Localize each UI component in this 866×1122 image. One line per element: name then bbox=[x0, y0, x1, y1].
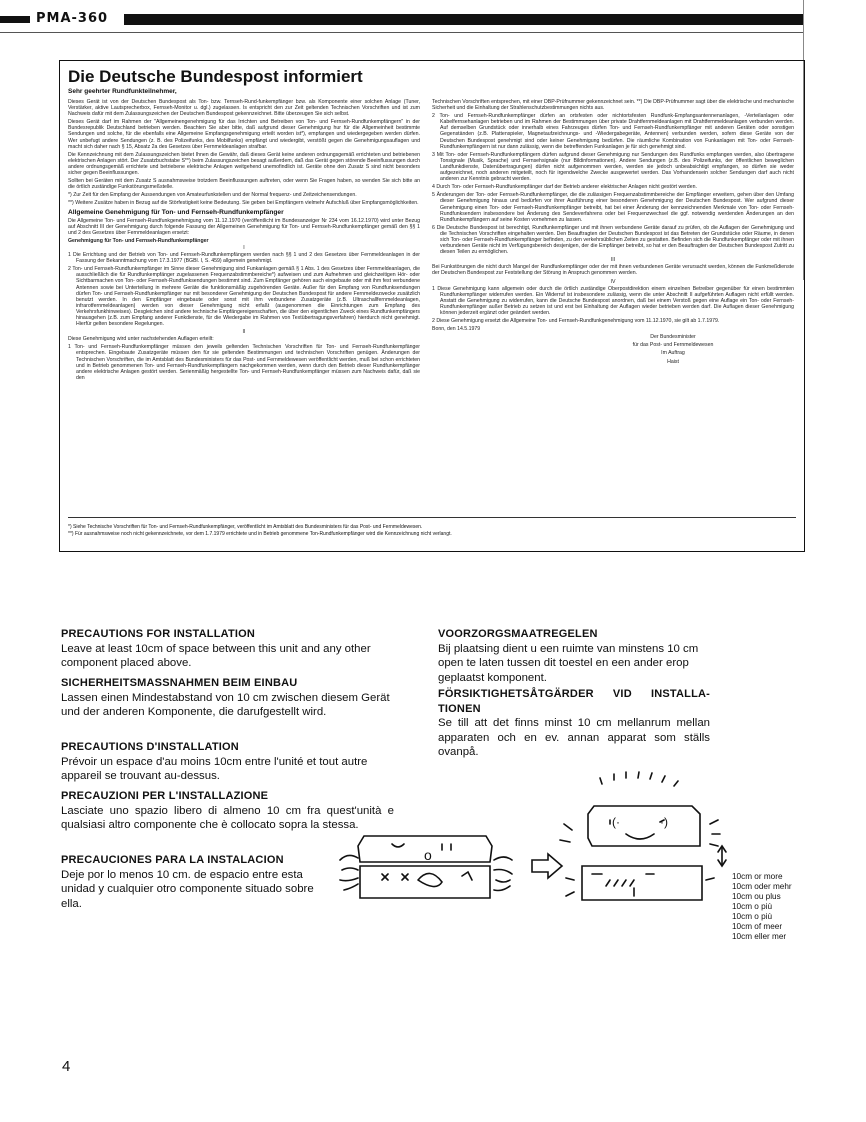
precaution-text: Deje por lo menos 10 cm. de espacio entre esta unidad y cualquier otro componente situado sobre ella. bbox=[61, 868, 314, 910]
list-item: 6 Die Deutsche Bundespost ist berechtigt, Rundfunkempfänger und mit ihnen verbundene Geräte darauf zu prüfen, ob die Auflagen der Genehmigung und die Technischen Vorschriften eingehalten werden. Den Beauftragten der Deutschen Bundespost ist das Betreten der Grundstücke oder Räume, in denen sich Ton- oder Fernseh-Rundfunkempfänger befinden, zu den verkehrsüblichen Zeiten zu gestatten. Befinden sich die Rundfunkempfänger oder mit ihnen verbundenen Geräte nicht im Verfügungsbereich desjenigen, der die Empfänger betreibt, so hat er den Beauftragten der Deutschen Bundespost Zutritt zu diesen Teilen zu ermöglichen. bbox=[432, 224, 794, 256]
notice-salutation: Sehr geehrter Rundfunkteilnehmer, bbox=[68, 88, 177, 95]
precaution-text: Leave at least 10cm of space between this unit and any other component placed above. bbox=[61, 642, 371, 669]
precaution-text: Se till att det finns minst 10 cm mellanrum mellan apparaten och en ev. annan apparat som ställs ovanpå. bbox=[438, 717, 710, 758]
list-item: 4 Durch Ton- oder Fernseh-Rundfunkempfänger darf der Betrieb anderer elektrischer Anlagen nicht gestört werden. bbox=[432, 184, 697, 191]
footnote: *) Siehe Technische Vorschriften für Ton- und Fernseh-Rundfunkempfänger, veröffentlicht im Amtsblatt des Bundesministers für das Post- und Fernmeldewesen. bbox=[68, 524, 423, 530]
precaution-text: Lasciate uno spazio libero di almeno 10 cm fra quest'unità e qualsiasi altro componente che è collocato sopra la stessa. bbox=[61, 804, 394, 831]
signature-line: Haist bbox=[667, 358, 679, 365]
paragraph: Die Kennzeichnung mit dem Zulassungszeichen bietet Ihnen die Gewähr, daß dieses Gerät keine anderen ordnungsgemäß errichteten und betriebenen elektrischen Anlagen stört. Der Zusatzbuchstabe S**) beim Zulassungszeichen besagt außerdem, daß das Gerät gegen störende Beeinflussungen durch andere ordnungsgemäß errichtete und betriebene elektrische Anlagen weitgehend unemofindlich ist. Geräte ohne den Zusatz S sind nicht besonders sicher gegen Beeinflussungen. bbox=[68, 151, 420, 177]
precaution-title: PRECAUZIONI PER L'INSTALLAZIONE bbox=[61, 790, 269, 802]
footnote-rule bbox=[68, 517, 796, 518]
precaution-title: PRECAUCIONES PARA LA INSTALACION bbox=[61, 854, 284, 866]
subsection-heading: Genehmigung für Ton- und Fernseh-Rundfunkempfänger bbox=[68, 237, 209, 244]
precaution-es bbox=[61, 853, 333, 911]
clearance-label: 10cm o più bbox=[732, 912, 773, 921]
paragraph: Dieses Gerät ist von der Deutschen Bundespost als Ton- bzw. Ternseh-Rund-funkempfänger bzw. als Komponente einer solchen Anlage (Tuner, Verstärker, aktive Lautsprecherbox, Fernseh-Monitor u. dgl.) zugelassen. Is entspricht den zur Zeit geltenden Technischen Vorschriften und ist zum Nachweis dafür mit dem Zulassungszeichen der Deutschen Bundespost gekennzeichnet. Bitte überzeugen Sie sich selbst. bbox=[68, 99, 420, 118]
precaution-title: PRECAUTIONS D'INSTALLATION bbox=[61, 741, 239, 753]
notice-right-column bbox=[432, 99, 794, 367]
list-item: 1 Ton- und Fernseh-Rundfunkempfänger müssen den jeweils geltenden Technischen Vorschriften für Ton- und Fernseh-Rundfunkempfänger entsprechen. Eingebaute Zusatzgeräte müssen den für sie geltenden Bestimmungen und technischen Vorschriften genügen. Änderungen der Technischen Vorschriften, die im Amtsblatt des Bundesministers für das Post- und Fernmeldewesen veröffentlicht werden, muß bei schon errichteten und in Betrieb genommenen Ton- und Fernseh-Rundfunkempfängern nachgekommen werden, wenn durch den Betrieb dieser Rundfunkempfänger andere elektrische Anlagen gestört werden. Serienmäßig hergestellte Ton- und Fernseh-Rundfunkempfänger müssen zum Nachweis dafür, daß sie den bbox=[68, 344, 420, 381]
note: *) Zur Zeit für den Empfang der Aussendungen von Amateurfunkstellen und der Normal frequenz- und Zeitzeichensendungen. bbox=[68, 192, 357, 199]
place-date: Bonn, den 14.5.1979 bbox=[432, 326, 481, 333]
signature-line: für das Post- und Fernmeldewesen bbox=[632, 342, 714, 349]
paragraph: Diese Genehmigung wird unter nachstehenden Auflagen erteilt: bbox=[68, 336, 214, 343]
paragraph: Die Allgemeine Ton- und Fernseh-Rundfunkgenehmigung vom 11.12.1970 (veröffentlicht im Bundesanzeiger Nr 234 vom 16.12.1970) wird unter Bezug auf Abschnitt III der Genehmigung durch folgende Fassung der Allgemeinen Genehmigung für Ton- und Fernseh-Rundfunkempfänger gemäß den §§ 1 und 2 des Gesetzes über Fernmeldeanlagen ersetzt: bbox=[68, 217, 420, 236]
clearance-label: 10cm oder mehr bbox=[732, 882, 792, 891]
precaution-title: FÖRSIKTIGHETSÅTGÄRDER VID INSTALLA-TIONEN bbox=[438, 688, 710, 715]
installation-illustration bbox=[330, 770, 730, 920]
note: **) Weitere Zusätze haben in Bezug auf die Störfestigkeit keine Bedeutung. Sie geben bei Empfängern vielmehr Aufschluß über Empfangsmöglichkeiten. bbox=[68, 200, 419, 207]
list-item: 1 Diese Genehmigung kann allgemein oder durch die örtlich zuständige Oberpostdirektion einem einzelnen Betreiber gegenüber für einen bestimmten Rundfunkempfänger widerrufen werden. Ein Widerruf ist insbesondere zulässig, wenn die unter Abschnitt II aufgeführten Auflagen nicht erfüllt werden. Anstatt die Genehmigung zu widerrufen, kann die Deutsche Bundespost anordnen, daß bei einem Verstoß gegen eine Auflage ein Ton- oder Fernseh-Rundfunkempfänger außer Betrieb zu setzen ist und erst bei Einhaltung der Auflagen wieder betrieben werden darf. Die Auflagen dieser Genehmigung können jederzeit ergänzt oder geändert werden. bbox=[432, 285, 794, 316]
notice-left-column bbox=[68, 99, 420, 383]
header-rule bbox=[0, 32, 804, 33]
precaution-text: Bij plaatsing dient u een ruimte van minstens 10 cm open te laten tussen dit toestel en een ander erop geplaatst komponent. bbox=[438, 642, 699, 684]
svg-text:·): ·) bbox=[660, 815, 668, 829]
clearance-label: 10cm of meer bbox=[732, 922, 783, 931]
list-item: 3 Mit Ton- oder Fernseh-Rundfunkempfängern dürfen aufgrund dieser Genehmigung nur Sendungen des Rundfunks empfangen werden, also übertragene Tonsignale (Musik, Sprache) und Fernsehsignale (nur Bildinformationen). Andere Sendungen (z.B. des Polizeifunks, der öffentlichen beweglichen Landfunkdienste, Datenübertragungen) dürfen nicht aufgenommen werden, werden sie jedoch unbeabsichtigt empfangen, so dürfen sie weder aufgezeichnet, noch anderen mitgeteilt, noch für irgendwelche Zwecke ausgewertet werden. Das Vorhandensein solcher Sendungen darf auch nicht anderen zur Kenntnis gebracht werden. bbox=[432, 151, 794, 183]
list-item: 1 Die Errichtung und der Betrieb von Ton- und Fernseh-Rundfunkempfängern werden nach §§ 1 und 2 des Gesetzes über Fernmeldeanlagen in der Fassung der Bekanntmachung vom 17.3.1977 (BGBl. I, S. 459) allgemein genehmigt. bbox=[68, 252, 420, 265]
roman-numeral: II bbox=[242, 329, 246, 336]
precaution-text: Lassen einen Mindestabstand von 10 cm zwischen diesem Gerät und der anderen Komponente, die darufgestellt wird. bbox=[61, 691, 390, 718]
clearance-labels bbox=[732, 872, 792, 942]
precaution-de bbox=[61, 676, 394, 720]
precaution-text: Prévoir un espace d'au moins 10cm entre l'unité et tout autre appareil se trouvant au-dessus. bbox=[61, 755, 368, 782]
signature-line: Im Auftrag bbox=[661, 350, 685, 357]
signature-line: Der Bundesminister bbox=[650, 334, 696, 341]
section-heading: Allgemeine Genehmigung für Ton- und Fernseh-Rundfunkempfänger bbox=[68, 208, 284, 216]
roman-numeral: III bbox=[610, 257, 616, 264]
svg-text:o: o bbox=[424, 847, 432, 863]
roman-numeral: I bbox=[243, 244, 245, 251]
stacked-unit-sad-icon bbox=[340, 836, 512, 898]
precaution-title: VOORZORGSMAATREGELEN bbox=[438, 628, 598, 640]
paragraph: Technischen Vorschriften entsprechen, mit einer DBP-Prüfnummer gekennzeichnet sein. **) Die DBP-Prüfnummer sagt über die elektrische und mechanische Sicherheit und die Einhaltung der Strahlenschutzbestimmungen nichts aus. bbox=[432, 99, 794, 112]
header-bar bbox=[124, 14, 804, 25]
roman-numeral: IV bbox=[610, 278, 616, 285]
svg-text:(·: (· bbox=[612, 815, 620, 829]
clearance-label: 10cm o più bbox=[732, 902, 773, 911]
precaution-sv bbox=[438, 687, 710, 760]
precaution-title: SICHERHEITSMASSNAHMEN BEIM EINBAU bbox=[61, 677, 298, 689]
bundespost-notice bbox=[59, 60, 805, 552]
list-item: 5 Änderungen der Ton- oder Fernseh-Rundfunkempfänger, die die zulässigen Frequenzabstimmbereiche der Empfänger erweitern, gehen über den Umfang dieser Genehmigung hinaus und bedürfen vor ihrer Ausführung einer besonderen Genehmigung der Deutschen Bundespost. Wer aufgrund dieser Genehmigung einen Ton- oder Fernseh-Rundfunkempfänger betreibt, hat bei einer Änderung der kennzeichnenden Merkmale von Ton- oder Fernseh-Rundfunksendern insbesondere bei Änderung des Sendeverfahrens oder bei Frequenzwechsel die ggf. notwendig werdenden Änderungen an den Rundfunkempfängern auf seine Kosten vornehmen zu lassen. bbox=[432, 192, 794, 223]
model-name: PMA-360 bbox=[36, 11, 109, 26]
list-item: 2 Ton- und Fernseh-Rundfunkempfänger im Sinne dieser Genehmigung sind Funkanlagen gemäß § 1 Abs. 1 des Gesetzes über Fernmeldeanlagen, die ausschließlich die für Rundfunkempfänger zugelassenen Frequenzabstimmbereiche*) aufweisen und zum Aufnehmen und gleichzeitigen Hör- oder Sichtbarmachen von Ton- oder Fernseh-Rundfunksendungen bestimmt sind. Zum Empfänger gehören auch eingebaute oder mit ihm fest verbundene Antennen sowie bei Unterteilung in mehrere Geräte die funktionsmäßig zugehörenden Geräte. Außer für den Empfang von Rundfunksendungen dürfen Ton- und Fernseh-Rundfunkempfänger nur mit besonderer Genehmigung der Deutschen Bundespost für andere Fernmeldezwecke zusätzlich benutzt werden. In den Empfänger eingebaute oder sonst mit ihm verbundene Zusatzgeräte (z.B. Ultraschallfernmeldeanlagen, infrarotfernmeldeanlagen) werden von dieser Genehmigung nicht erfaßt (ausgenommen die Einrichtungen zum Empfang des Verkehrsfunkhinweises). Desgleichen sind andere technische Empfängereigenschaften, die über den eigentlichen Zweck eines Rundfunkempfängers hinausgehen (z.B. zum Empfang anderer Funkdienste, für die Wiedergabe im Rahmen von Textübertragungsverfahren) hierdurch nicht genehmigt. Hierfür gelten besondere Regelungen. bbox=[68, 266, 420, 328]
clearance-label: 10cm or more bbox=[732, 872, 783, 881]
clearance-label: 10cm ou plus bbox=[732, 892, 781, 901]
arrow-right-icon bbox=[532, 854, 562, 878]
header-bar-left bbox=[0, 16, 30, 23]
paragraph: Dieses Gerät darf im Rahmen der "Allgemeinengenehmigung für das Irrichten und Betreiben von Ton- und Fernseh-Rundfunkempfängern" in der Bundesrepublik Deutschland betrieben werden. Beachten Sie aber bitte, daß aufgrund dieser Genehmigung hur für die Allgemeinheit bestimmte Sendungen und solche, für die ebenfalls eine Allgemeine Empfangsgenehmigung erteilt worden ist*), empfangen und wiedergegeben werden dürfen. Wer unbefugt andere Sendungen (z. B. des Polizeifunks, des Mobilfunks) empfängt und wiedergibt, verstößt gegen die Genehmigungsauflagen und macht sich daher nach § 15, Absatz 2a des Gesetzes über Fernmeldeanlagen strafbar. bbox=[68, 119, 420, 150]
list-item: 2 Diese Genehmigung ersetzt die Allgemeine Ton- und Fernseh-Rundfunkgenehmigung vom 11.12.1970, sie gilt ab 1.7.1979. bbox=[432, 318, 720, 325]
stacked-unit-happy-icon bbox=[560, 772, 726, 900]
footnote: **) Für ausnahmsweise noch nicht gekennzeichnete, vor dem 1.7.1979 errichtete und in Betrieb genommene Ton-Rundfunkempfänger wird die Kennzeichnung nicht verlangt. bbox=[68, 531, 452, 537]
clearance-label: 10cm eller mer bbox=[732, 932, 787, 941]
list-item: 2 Ton- und Fernseh-Rundfunkempfänger dürfen an ortsfesten oder nichtortsfesten Rundfunk-Empfangsantennenanlagen, -Verteilanlagen oder Kabelfernsehanlagen betrieben und im Rahmen der Bestimmungen über private Drahtfernmeldeanlagen mit Drahtfernmeldeanlagen verbunden werden. Auf demselben Grundstück oder innerhalb eines Fahrzeuges dürfen Ton- und Fernseh-Rundfunkempfänger mit anderen Geräten oder sonstigen Gegenständen (z.B. Plattenspieler, Magnetaufzeichnungs- und -Wiedergabegeräte, Antennen) verbunden werden, sofern diese Geräte von der Deutschen Bundespost genehmigt sind oder keiner Genehmigung bedürfen. Die räumliche Kombination von Funkanlagen mit Ton- oder Fernseh-Rundfunkempfängern ist nur dann zulässig, wenn die betreffenden Funkanlagen je für sich genehmigt sind. bbox=[432, 113, 794, 150]
page-number: 4 bbox=[62, 1058, 71, 1075]
precaution-title: PRECAUTIONS FOR INSTALLATION bbox=[61, 628, 256, 640]
paragraph: Sollten bei Geräten mit dem Zusatz S ausnahmsweise trotzdem Beeinflussungen auftreten, oder wenn Sie Fragen haben, so wenden Sie sich bitte an die örtlich zuständige Funkstörungsmeßstelle. bbox=[68, 178, 420, 191]
precaution-nl bbox=[438, 627, 710, 685]
precaution-en bbox=[61, 627, 394, 671]
notice-title: Die Deutsche Bundespost informiert bbox=[68, 67, 363, 86]
paragraph: Bei Funkstörungen die nicht durch Mangel der Rundfunkempfänger oder der mit ihnen verbundenen Geräte verursacht werden, können die Funkmeßdienste der Deutschen Bundespost zur Feststellung der Störung in Anspruch genommen werden. bbox=[432, 264, 794, 277]
